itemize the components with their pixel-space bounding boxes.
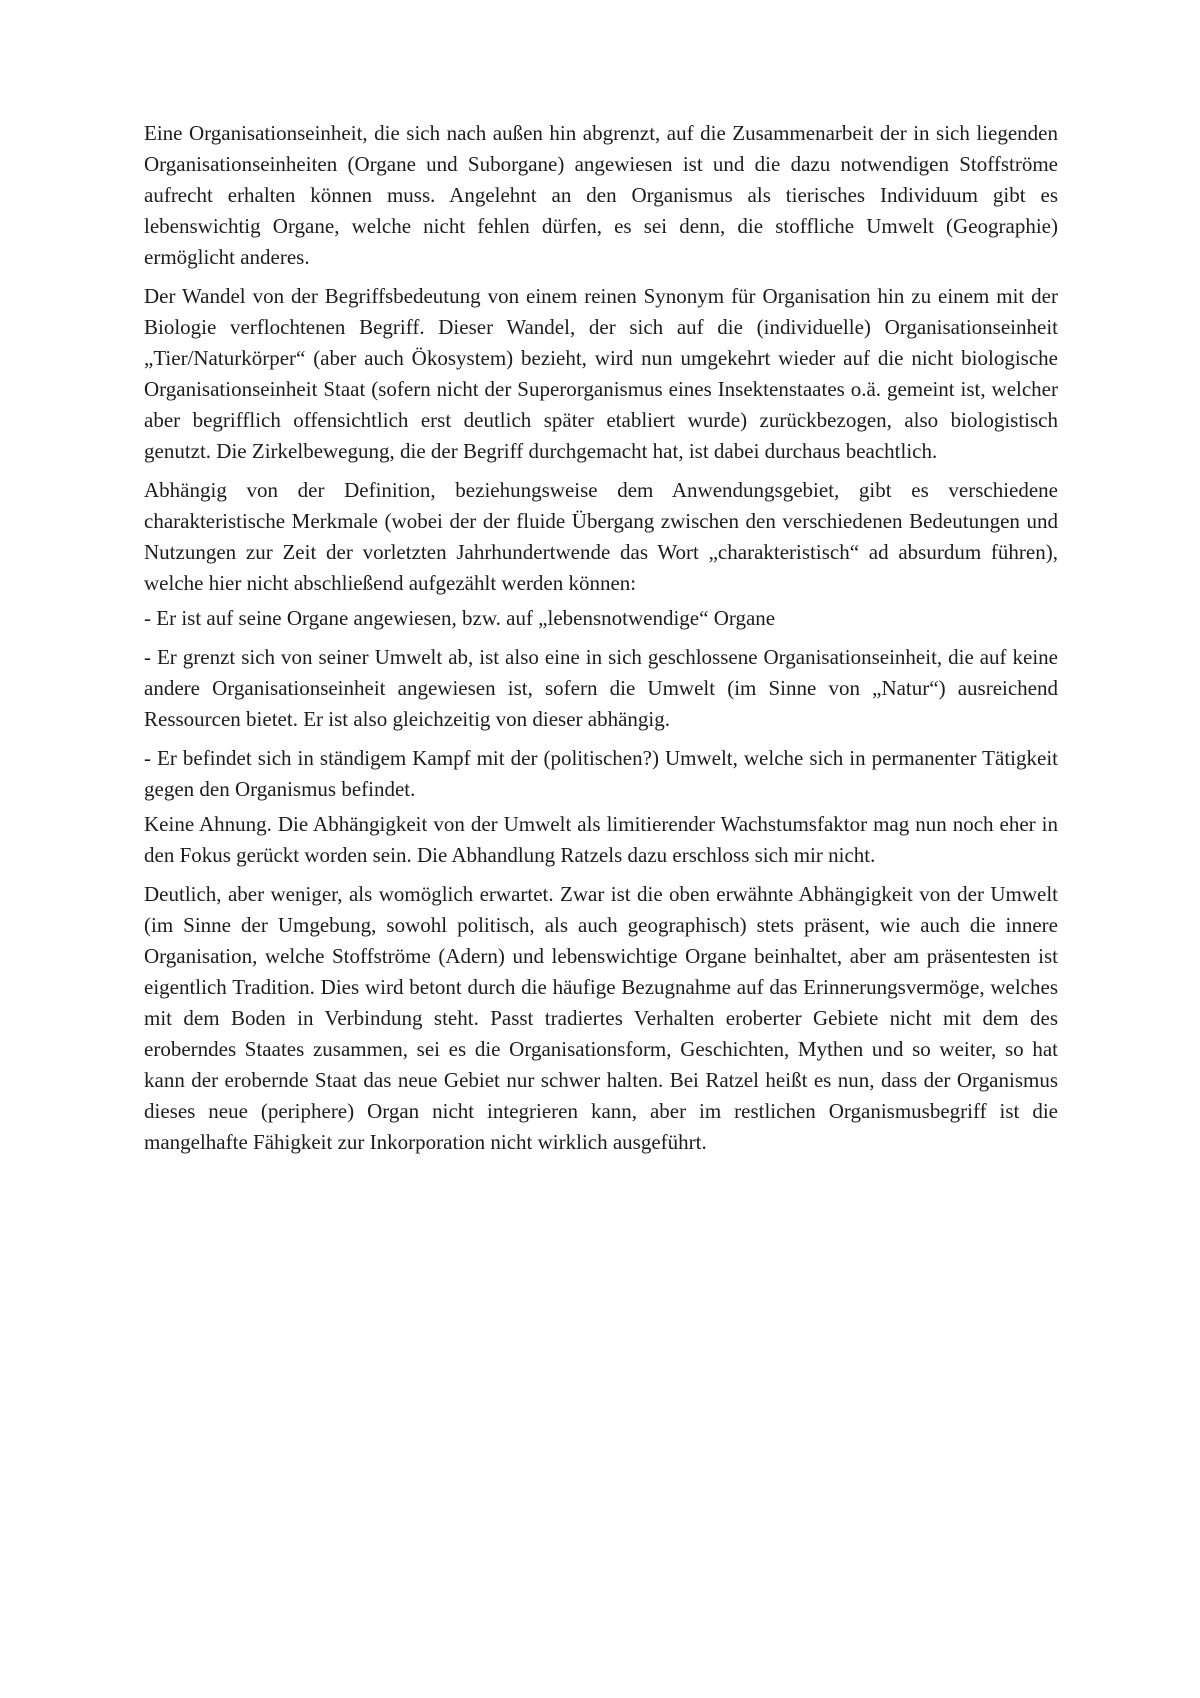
paragraph-begriffswandel: Der Wandel von der Begriffsbedeutung von einem reinen Synonym für Organisation hin zu einem mit der Biologie verflochtenen Begriff. Dieser Wandel, der sich auf die (individuelle) Organisationseinheit „Tier/Naturkörper“ (aber auch Ökosystem) bezieht, wird nun umgekehrt wieder auf die nicht biologische Organisationseinheit Staat (sofern nicht der Superorganismus eines Insektenstaates o.ä. gemeint ist, welcher aber begrifflich offensichtlich erst deutlich später etabliert wurde) zurückbezogen, also biologistisch genutzt. Die Zirkelbewegung, die der Begriff durchgemacht hat, ist dabei durchaus beachtlich. [144, 284, 1058, 463]
paragraph-organisation-definition: Eine Organisationseinheit, die sich nach außen hin abgrenzt, auf die Zusammenarbeit der in sich liegenden Organisationseinheiten (Organe und Suborgane) angewiesen ist und die dazu notwendigen Stoffströme aufrecht erhalten können muss. Angelehnt an den Organismus als tierisches Individuum gibt es lebenswichtig Organe, welche nicht fehlen dürfen, es sei denn, die stoffliche Umwelt (Geographie) ermöglicht anderes. [144, 121, 1058, 269]
document-body [144, 118, 1058, 1166]
list-item-kampf: - Er befindet sich in ständigem Kampf mit der (politischen?) Umwelt, welche sich in permanenter Tätigkeit gegen den Organismus befindet. [144, 746, 1058, 801]
paragraph-merkmale-intro: Abhängig von der Definition, beziehungsweise dem Anwendungsgebiet, gibt es verschiedene charakteristische Merkmale (wobei der der fluide Übergang zwischen den verschiedenen Bedeutungen und Nutzungen zur Zeit der vorletzten Jahrhundertwende das Wort „charakteristisch“ ad absurdum führen), welche hier nicht abschließend aufgezählt werden können: [144, 478, 1058, 595]
list-item-abgrenzung: - Er grenzt sich von seiner Umwelt ab, ist also eine in sich geschlossene Organisationseinheit, die auf keine andere Organisationseinheit angewiesen ist, sofern die Umwelt (im Sinne von „Natur“) ausreichend Ressourcen bietet. Er ist also gleichzeitig von dieser abhängig. [144, 645, 1058, 731]
list-item-organe: - Er ist auf seine Organe angewiesen, bzw. auf „lebensnotwendige“ Organe [144, 606, 776, 630]
paragraph-keine-ahnung: Keine Ahnung. Die Abhängigkeit von der Umwelt als limitierender Wachstumsfaktor mag nun noch eher in den Fokus gerückt worden sein. Die Abhandlung Ratzels dazu erschloss sich mir nicht. [144, 812, 1058, 867]
paragraph-tradition: Deutlich, aber weniger, als womöglich erwartet. Zwar ist die oben erwähnte Abhängigkeit von der Umwelt (im Sinne der Umgebung, sowohl politisch, als auch geographisch) stets präsent, wie auch die innere Organisation, welche Stoffströme (Adern) und lebenswichtige Organe beinhaltet, aber am präsentesten ist eigentlich Tradition. Dies wird betont durch die häufige Bezugnahme auf das Erinnerungsvermöge, welches mit dem Boden in Verbindung steht. Passt tradiertes Verhalten eroberter Gebiete nicht mit dem des eroberndes Staates zusammen, sei es die Organisationsform, Geschichten, Mythen und so weiter, so hat kann der erobernde Staat das neue Gebiet nur schwer halten. Bei Ratzel heißt es nun, dass der Organismus dieses neue (periphere) Organ nicht integrieren kann, aber im restlichen Organismusbegriff ist die mangelhafte Fähigkeit zur Inkorporation nicht wirklich ausgeführt. [144, 882, 1058, 1154]
